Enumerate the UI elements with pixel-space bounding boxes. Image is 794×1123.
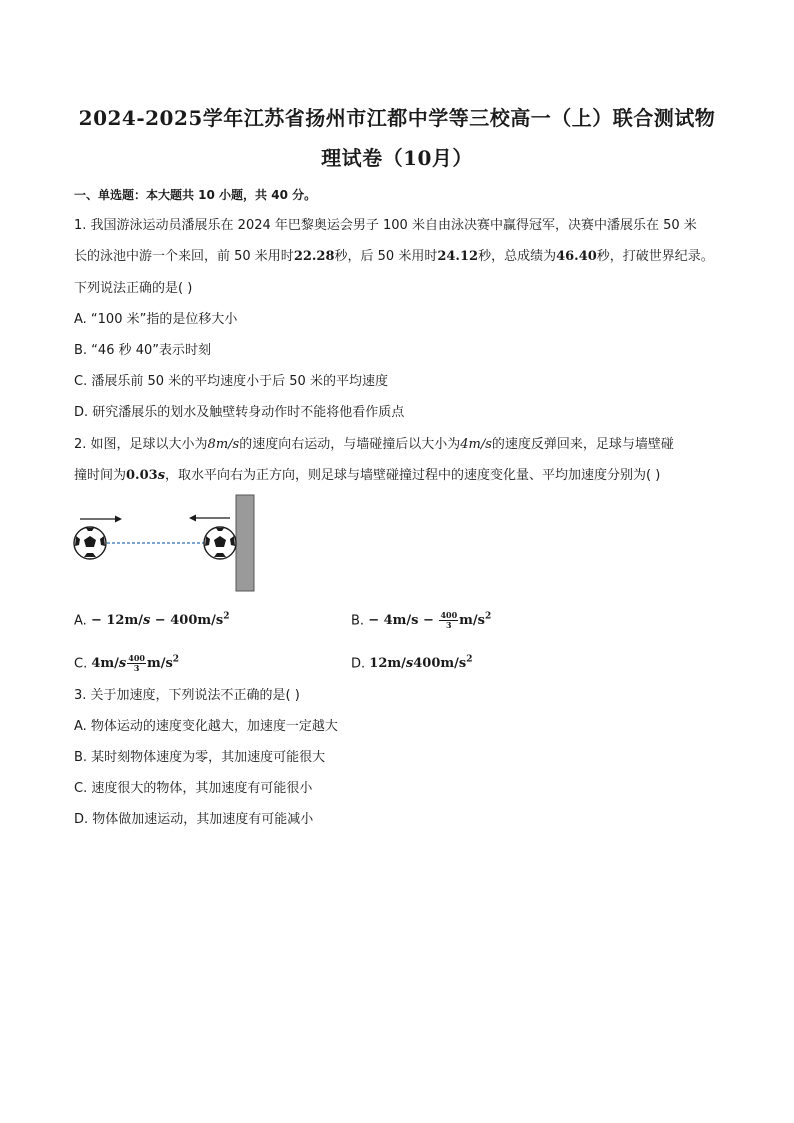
q3-option-c: C. 速度很大的物体，其加速度有可能很小: [74, 781, 313, 796]
q1-time2: 24.12: [437, 249, 479, 264]
q1-text: 长的泳池中游一个来回，前 50 米用时: [74, 249, 294, 264]
q3-option-a: A. 物体运动的速度变化越大，加速度一定越大: [74, 719, 338, 734]
q2-option-a: [74, 607, 229, 631]
expr-part: 4m/: [91, 656, 119, 672]
q2-speed2: 4: [460, 437, 469, 452]
arrow-left-icon: [189, 515, 230, 522]
q1-option-c: C. 潘展乐前 50 米的平均速度小于后 50 米的平均速度: [74, 374, 388, 389]
expr-part: s: [405, 656, 414, 672]
exponent: 2: [223, 612, 230, 622]
expr-part: 400m/s: [413, 656, 467, 672]
option-expression: [91, 653, 180, 674]
soccer-ball-icon: [204, 527, 236, 559]
q2-option-d: [351, 650, 472, 674]
exam-title-line1: 2024-2025学年江苏省扬州市江都中学等三校高一（上）联合测试物: [78, 106, 716, 130]
option-expression: [91, 613, 230, 628]
q3-option-d: D. 物体做加速运动，其加速度有可能减小: [74, 812, 314, 827]
fraction: [127, 654, 146, 673]
q1-text: 秒，打破世界纪录。: [596, 249, 714, 264]
q2-speed1: 8: [207, 437, 216, 452]
expr-part: m/s: [146, 656, 173, 672]
q1-option-d: D. 研究潘展乐的划水及触壁转身动作时不能将他看作质点: [74, 405, 405, 420]
option-label: D.: [351, 656, 366, 672]
expr-part: 12m/: [369, 656, 406, 672]
q2-option-b: [351, 607, 491, 631]
expr-part: s: [142, 613, 151, 629]
q2-unit: m/s: [468, 437, 492, 452]
exponent: 2: [172, 655, 180, 665]
q2-stem-line2: [74, 466, 724, 486]
fraction: [439, 611, 458, 630]
q2-text: 的速度向右运动，与墙碰撞后以大小为: [239, 437, 461, 452]
q1-stem-line2: [74, 247, 724, 267]
fraction-numerator: 400: [440, 610, 458, 621]
expr-part: − 4m/s −: [368, 613, 439, 629]
q2-text: 2. 如图，足球以大小为: [74, 437, 208, 452]
q2-unit: m/s: [215, 437, 240, 452]
section-heading: 一、单选题：本大题共 10 小题，共 40 分。: [74, 188, 317, 202]
exponent: 2: [484, 612, 492, 622]
q1-stem-line3: 下列说法正确的是( ): [74, 281, 193, 296]
option-label: C.: [74, 656, 88, 672]
q2-text: 的速度反弹回来，足球与墙壁碰: [491, 437, 674, 452]
fraction-denominator: 3: [446, 620, 452, 631]
ball-wall-figure: [70, 494, 270, 594]
expr-part: m/s: [459, 613, 485, 629]
option-label: B.: [351, 613, 365, 629]
expr-part: − 400m/s: [150, 613, 224, 629]
expr-part: − 12m/: [90, 613, 143, 629]
arrow-right-icon: [80, 516, 122, 523]
q1-text: 秒，后 50 米用时: [334, 249, 438, 264]
fraction-denominator: 3: [133, 663, 140, 674]
q1-time1: 22.28: [293, 249, 335, 264]
q1-time3: 46.40: [556, 249, 597, 264]
option-label: A.: [74, 613, 87, 629]
q2-stem-line1: [74, 435, 724, 455]
fraction-numerator: 400: [128, 653, 145, 664]
q2-time: 0.03: [126, 468, 158, 483]
q1-stem-line1: 1. 我国游泳运动员潘展乐在 2024 年巴黎奥运会男子 100 米自由泳决赛中赢得冠军，决赛中潘展乐在 50 米: [74, 218, 697, 233]
q2-text: 撞时间为: [74, 468, 127, 483]
q2-unit-s: s: [157, 468, 166, 483]
exponent: 2: [466, 655, 473, 665]
option-expression: [368, 610, 492, 631]
q2-option-c: [74, 650, 179, 674]
q1-option-a: A. “100 米”指的是位移大小: [74, 312, 238, 327]
q3-option-b: B. 某时刻物体速度为零，其加速度可能很大: [74, 750, 326, 765]
q3-stem: 3. 关于加速度，下列说法不正确的是( ): [74, 688, 300, 703]
wall: [236, 495, 254, 591]
q2-text: ，取水平向右为正方向，则足球与墙壁碰撞过程中的速度变化量、平均加速度分别为( ): [165, 468, 661, 483]
option-expression: [369, 656, 472, 671]
soccer-ball-icon: [74, 527, 106, 559]
expr-part: s: [118, 656, 127, 672]
q1-option-b: B. “46 秒 40”表示时刻: [74, 343, 212, 358]
q1-text: 秒，总成绩为: [478, 249, 557, 264]
exam-title-line2: 理试卷（10月）: [321, 146, 473, 170]
